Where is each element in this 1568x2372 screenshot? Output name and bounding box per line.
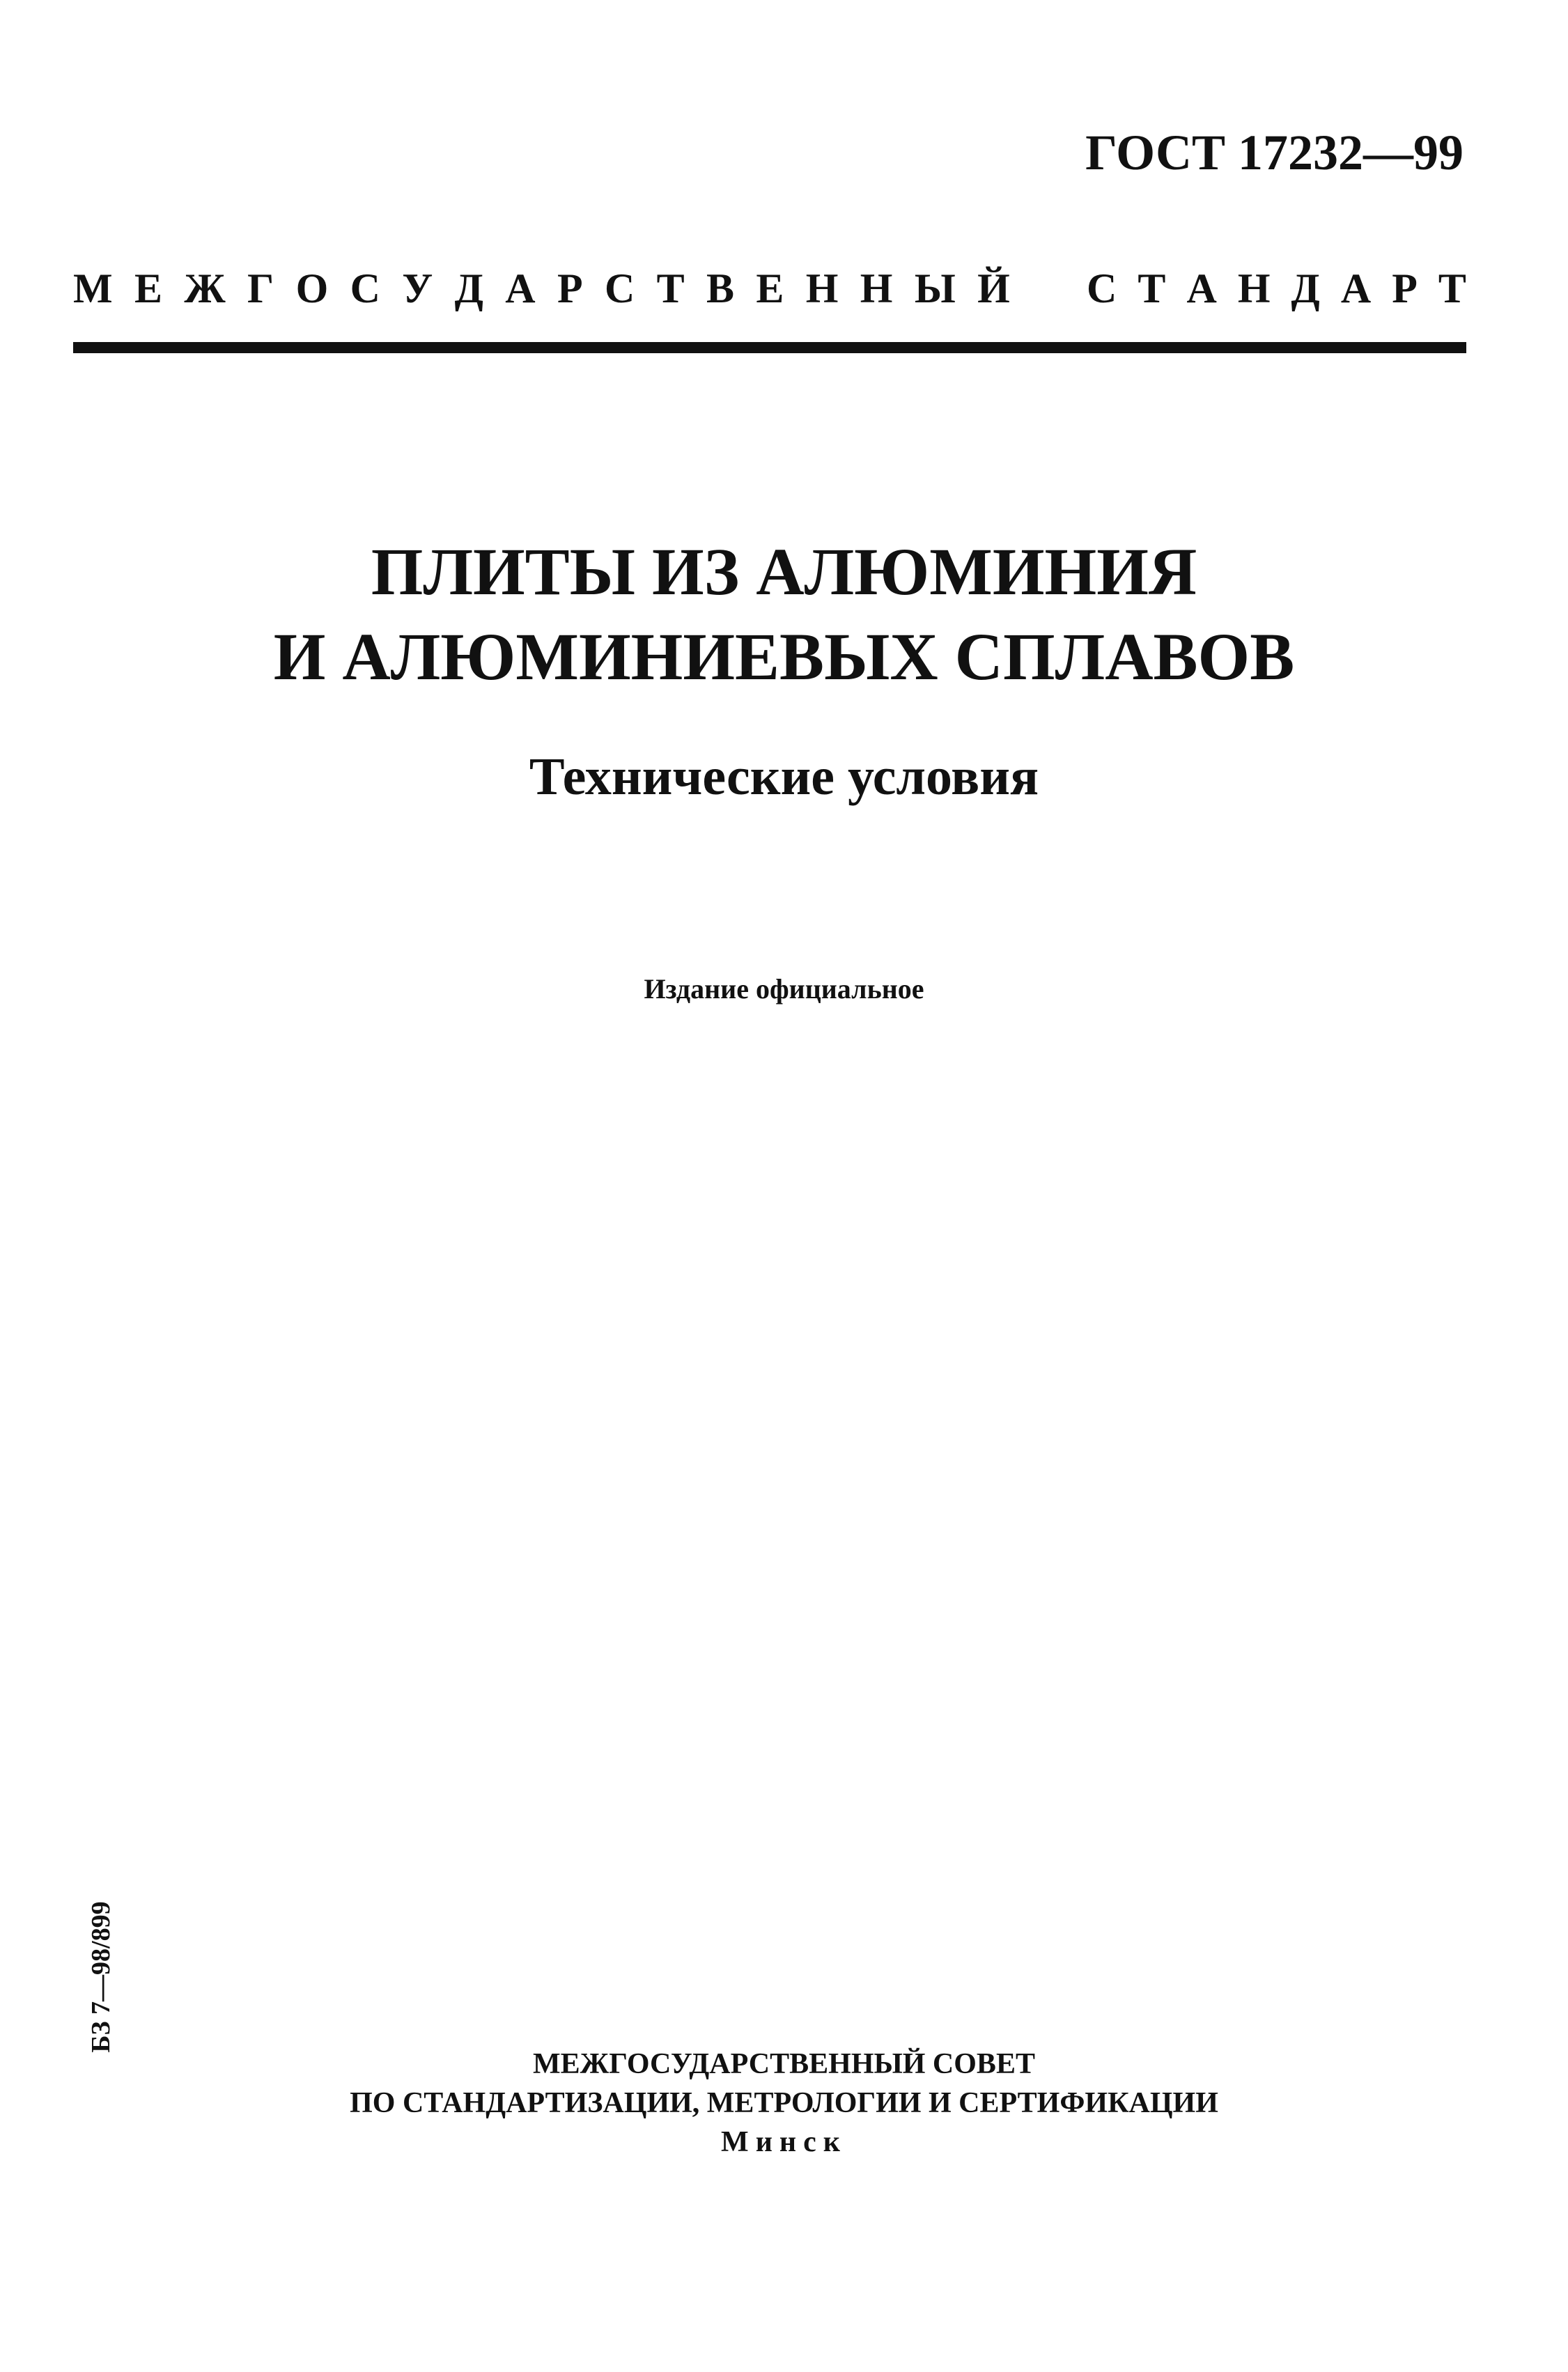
header-letter: С — [1087, 265, 1117, 311]
publisher-block — [0, 2045, 1568, 2162]
header-letter: В — [706, 265, 735, 311]
title-line: И АЛЮМИНИЕВЫХ СПЛАВОВ — [273, 619, 1295, 694]
header-letter: Ж — [184, 265, 226, 311]
header-letter: Т — [656, 265, 685, 311]
header-letter: Г — [247, 265, 274, 311]
standard-number: ГОСТ 17232—99 — [1085, 125, 1464, 180]
header-letter: А — [1186, 265, 1217, 311]
document-subtitle: Технические условия — [529, 747, 1039, 806]
official-edition-label: Издание официальное — [644, 973, 924, 1005]
publisher-line: МЕЖГОСУДАРСТВЕННЫЙ СОВЕТ — [533, 2048, 1035, 2080]
publisher-city: Минск — [721, 2126, 847, 2158]
header-letter: Т — [1138, 265, 1166, 311]
header-letter: С — [604, 265, 635, 311]
header-letter: Д — [1291, 265, 1320, 311]
header-letter: А — [505, 265, 536, 311]
header-letter: Е — [134, 265, 163, 311]
side-publication-code: БЗ 7—98/899 — [86, 1901, 116, 2053]
header-letter: Н — [1237, 265, 1271, 311]
header-letter: Й — [977, 265, 1010, 311]
header-letter: Ы — [914, 265, 956, 311]
header-letter: Р — [557, 265, 583, 311]
header-word-standard — [1087, 265, 1466, 313]
header-letter: О — [295, 265, 329, 311]
title-line: ПЛИТЫ ИЗ АЛЮМИНИЯ — [371, 534, 1197, 609]
header-letter: А — [1340, 265, 1372, 311]
header-letter: Р — [1392, 265, 1418, 311]
header-letter: С — [350, 265, 380, 311]
document-title — [0, 529, 1568, 699]
header-letter: М — [73, 265, 113, 311]
header-letter: Н — [805, 265, 839, 311]
header-letter: Н — [860, 265, 893, 311]
header-letter: У — [402, 265, 433, 311]
header-word-interstate — [73, 265, 1010, 313]
header-divider-rule — [73, 342, 1466, 353]
header-letter: Т — [1438, 265, 1466, 311]
header-letter: Е — [756, 265, 784, 311]
header-letter: Д — [454, 265, 483, 311]
interstate-standard-header — [73, 265, 1466, 313]
publisher-line: ПО СТАНДАРТИЗАЦИИ, МЕТРОЛОГИИ И СЕРТИФИКАЦИИ — [350, 2087, 1218, 2119]
